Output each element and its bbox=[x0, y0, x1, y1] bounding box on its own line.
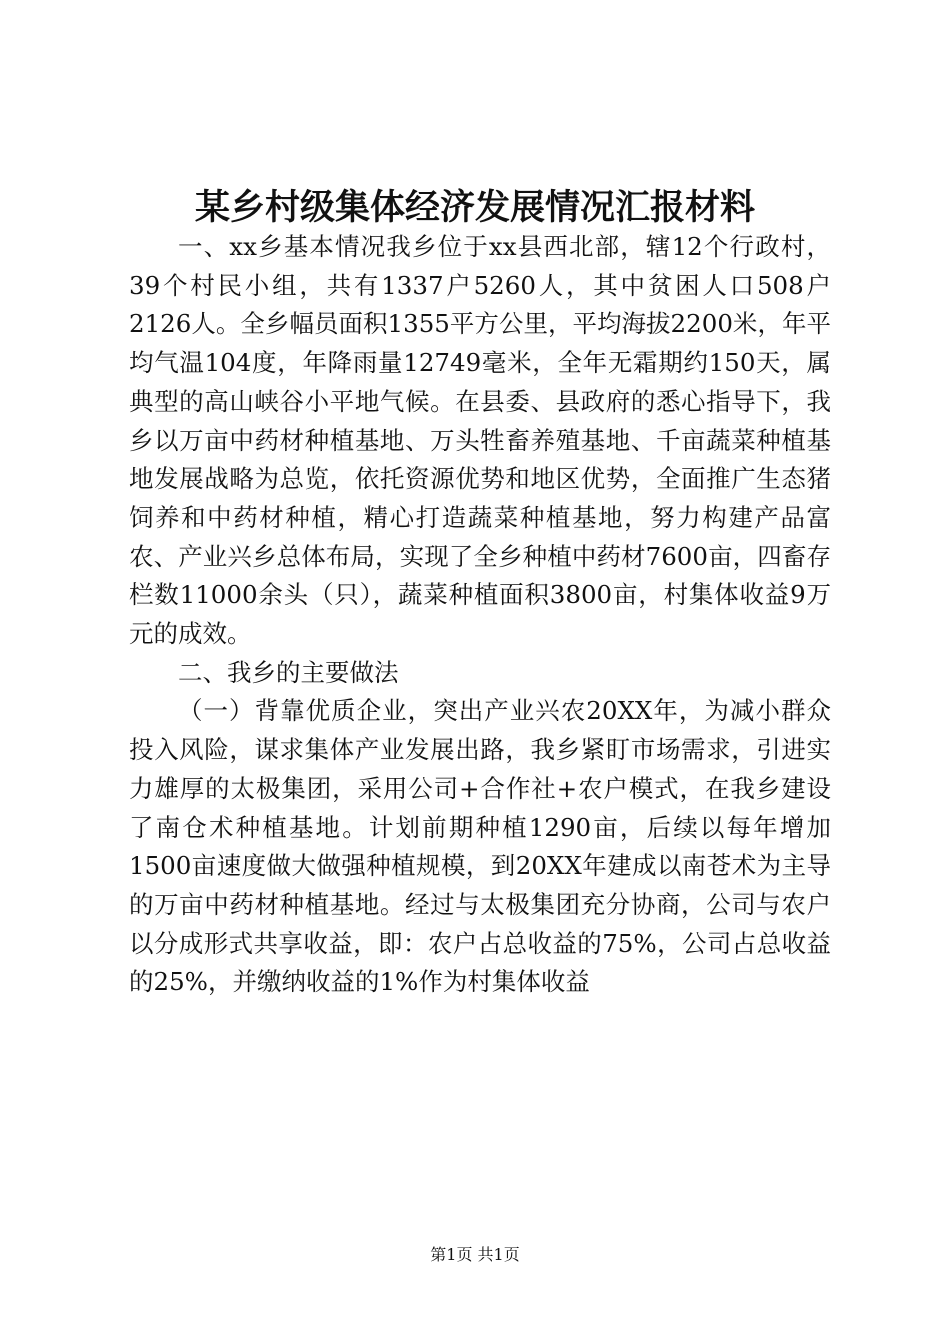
document-title: 某乡村级集体经济发展情况汇报材料 bbox=[194, 187, 755, 228]
document-body bbox=[129, 228, 831, 1002]
paragraph-enterprise-support: （一）背靠优质企业，突出产业兴农20XX年，为减小群众投入风险，谋求集体产业发展出路，我乡紧盯市场需求，引进实力雄厚的太极集团，采用公司+合作社+农户模式，在我乡建设了南仓术种植基地。计划前期种植1290亩，后续以每年增加1500亩速度做大做强种植规模，到20XX年建成以南苍术为主导的万亩中药材种植基地。经过与太极集团充分协商，公司与农户以分成形式共享收益，即：农户占总收益的75%，公司占总收益的25%，并缴纳收益的1%作为村集体收益 bbox=[129, 696, 831, 997]
page-number-footer: 第1页 共1页 bbox=[430, 1245, 520, 1264]
paragraph-basic-situation: 一、xx乡基本情况我乡位于xx县西北部，辖12个行政村，39个村民小组，共有1337户5260人，其中贫困人口508户2126人。全乡幅员面积1355平方公里，平均海拔2200米，年平均气温104度，年降雨量12749毫米，全年无霜期约150天，属典型的高山峡谷小平地气候。在县委、县政府的悉心指导下，我乡以万亩中药材种植基地、万头牲畜养殖基地、千亩蔬菜种植基地发展战略为总览，依托资源优势和地区优势，全面推广生态猪饲养和中药材种植，精心打造蔬菜种植基地，努力构建产品富农、产业兴乡总体布局，实现了全乡种植中药材7600亩，四畜存栏数11000余头（只），蔬菜种植面积3800亩，村集体收益9万元的成效。 bbox=[129, 232, 831, 649]
paragraph-main-practices-heading: 二、我乡的主要做法 bbox=[178, 657, 399, 687]
